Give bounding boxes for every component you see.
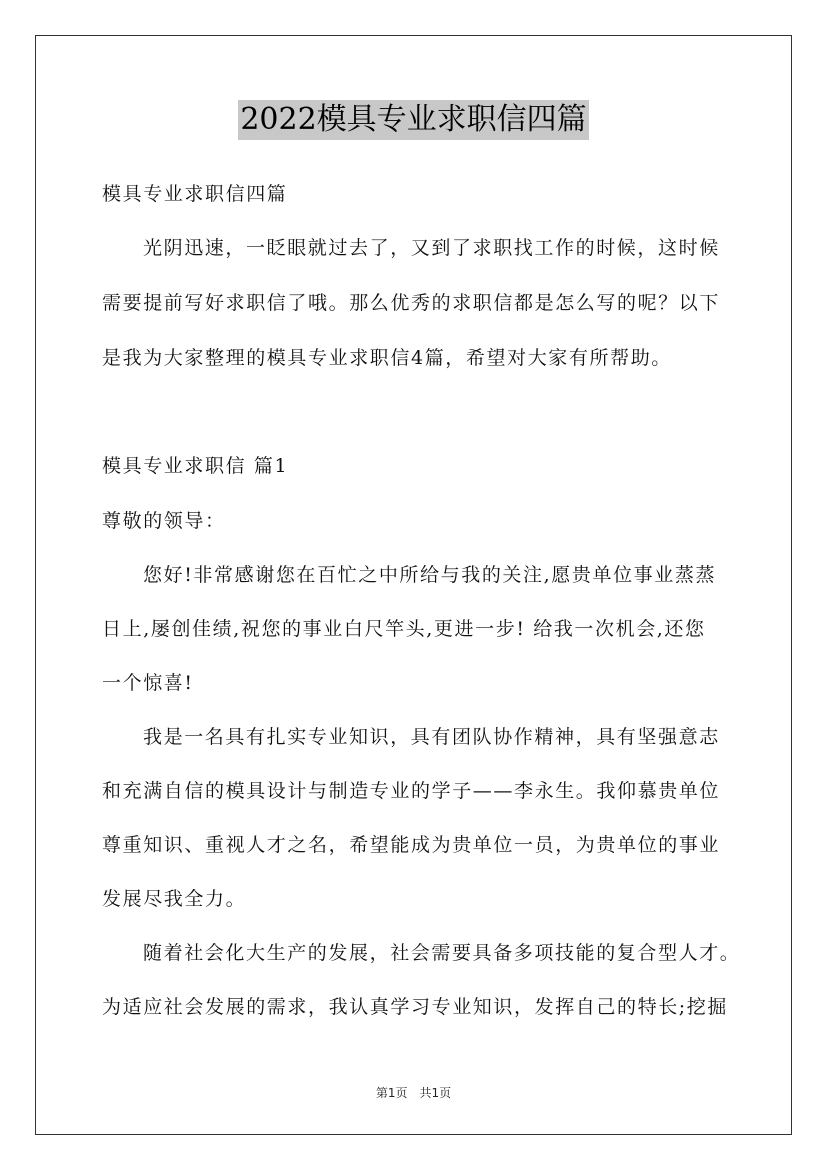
document-subtitle: 模具专业求职信四篇 [102,183,288,205]
para3-line-1: 随着社会化大生产的发展，社会需要具备多项技能的复合型人才。 [143,942,741,964]
para2-line-1: 我是一名具有扎实专业知识，具有团队协作精神，具有坚强意志 [143,726,720,748]
para2-line-2: 和充满自信的模具设计与制造专业的学子——李永生。我仰慕贵单位 [102,780,721,802]
title-wrapper [0,100,827,140]
para1-line-3: 一个惊喜! [102,672,194,694]
section-heading: 模具专业求职信 篇1 [102,455,289,477]
para3-line-2: 为适应社会发展的需求，我认真学习专业知识，发挥自己的特长;挖掘 [102,996,729,1018]
para2-line-3: 尊重知识、重视人才之名，希望能成为贵单位一员，为贵单位的事业 [102,834,721,856]
salutation: 尊敬的领导： [102,510,226,532]
para1-line-1: 您好!非常感谢您在百忙之中所给与我的关注,愿贵单位事业蒸蒸 [143,564,717,586]
intro-line-3: 是我为大家整理的模具专业求职信4篇，希望对大家有所帮助。 [102,347,672,369]
para2-line-4: 发展尽我全力。 [102,888,247,910]
page-number: 第1页 共1页 [375,1086,452,1100]
para1-line-2: 日上,屡创佳绩,祝您的事业白尺竿头,更进一步! 给我一次机会,还您 [102,618,706,640]
intro-line-1: 光阴迅速，一眨眼就过去了，又到了求职找工作的时候，这时候 [143,237,720,259]
intro-line-2: 需要提前写好求职信了哦。那么优秀的求职信都是怎么写的呢？以下 [102,292,721,314]
document-title: 2022模具专业求职信四篇 [238,100,588,140]
